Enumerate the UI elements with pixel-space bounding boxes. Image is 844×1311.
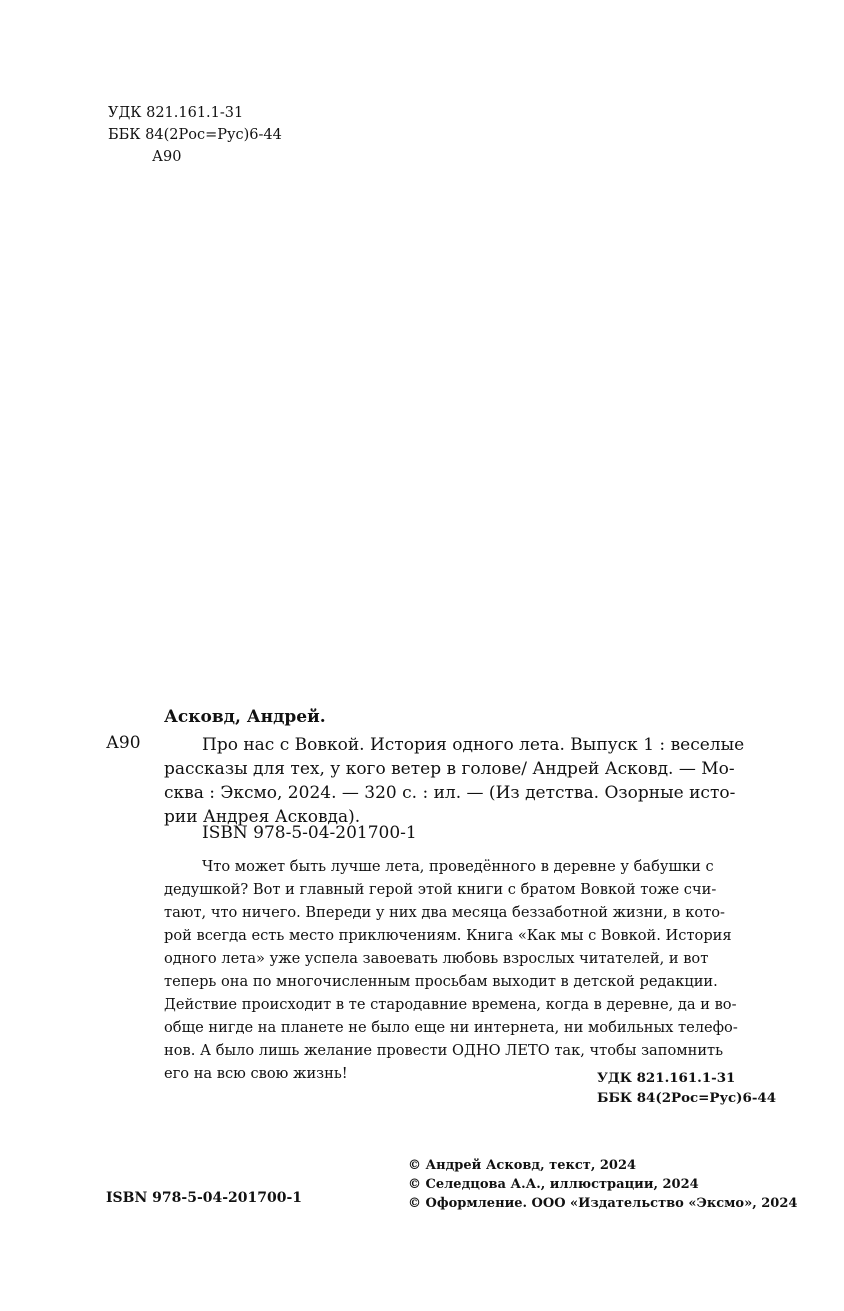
annotation-line: Что может быть лучше лета, проведённого в деревне у бабушки с: [202, 858, 714, 875]
bibliographic-entry: [164, 733, 762, 829]
entry-author-mark: А90: [106, 733, 141, 753]
copyright-line: © Селедцова А.А., иллюстрации, 2024: [408, 1177, 699, 1192]
copyright-line: © Оформление. ООО «Издательство «Эксмо», 2024: [408, 1196, 798, 1211]
bbk-code: ББК 84(2Рос=Рус)6-44: [108, 127, 282, 143]
annotation-line: тают, что ничего. Впереди у них два месяца беззаботной жизни, в кото-: [164, 904, 725, 921]
annotation-line: теперь она по многочисленным просьбам выходит в детской редакции.: [164, 973, 718, 990]
copyright-block: [408, 1156, 797, 1213]
annotation-line: дедушкой? Вот и главный герой этой книги с братом Вовкой тоже счи-: [164, 881, 717, 898]
top-classification-codes: [108, 102, 282, 168]
entry-isbn: ISBN 978-5-04-201700-1: [202, 823, 417, 843]
annotation-line: нов. А было лишь желание провести ОДНО ЛЕТО так, чтобы запомнить: [164, 1042, 724, 1059]
udk-code: УДК 821.161.1-31: [108, 105, 244, 121]
author-mark: А90: [152, 149, 182, 165]
entry-line: рассказы для тех, у кого ветер в голове/ Андрей Асковд. — Мо-: [164, 759, 735, 779]
udk-code-right: УДК 821.161.1-31: [597, 1070, 736, 1086]
entry-line: рии Андрея Асковда).: [164, 807, 361, 827]
entry-author: Асковд, Андрей.: [164, 707, 326, 727]
annotation-line: Действие происходит в те стародавние времена, когда в деревне, да и во-: [164, 996, 737, 1013]
entry-line: Про нас с Вовкой. История одного лета. Выпуск 1 : веселые: [202, 735, 745, 755]
bbk-code-right: ББК 84(2Рос=Рус)6-44: [597, 1090, 777, 1106]
right-classification-codes: [597, 1068, 776, 1108]
annotation-line: рой всегда есть место приключениям. Книга «Как мы с Вовкой. История: [164, 927, 732, 944]
bottom-isbn: ISBN 978-5-04-201700-1: [106, 1190, 303, 1206]
annotation-line: одного лета» уже успела завоевать любовь взрослых читателей, и вот: [164, 950, 709, 967]
copyright-line: © Андрей Асковд, текст, 2024: [408, 1158, 637, 1173]
annotation: [164, 855, 762, 1085]
annotation-line: обще нигде на планете не было еще ни интернета, ни мобильных телефо-: [164, 1019, 738, 1036]
annotation-line: его на всю свою жизнь!: [164, 1065, 348, 1082]
entry-line: сква : Эксмо, 2024. — 320 с. : ил. — (Из детства. Озорные исто-: [164, 783, 736, 803]
